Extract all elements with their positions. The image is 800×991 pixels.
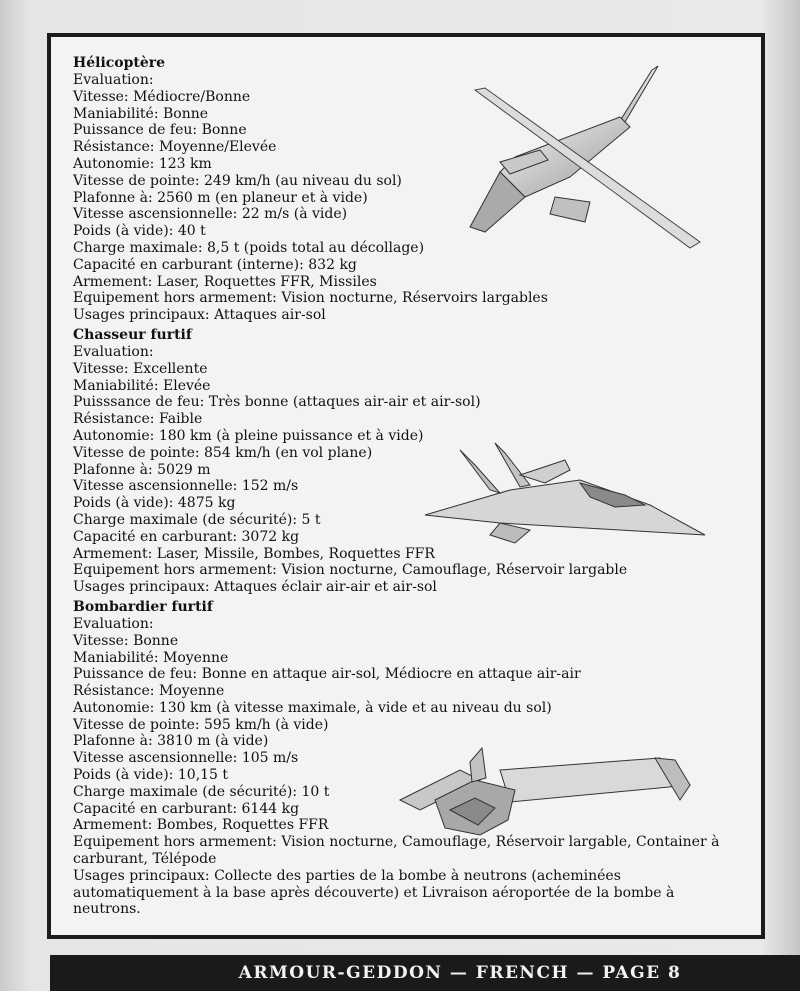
page-footer [50,955,800,991]
spec-line: Vitesse ascensionnelle: 152 m/s [73,478,299,495]
section-title: Hélicoptère [73,55,166,71]
spec-line: Poids (à vide): 4875 kg [73,495,236,512]
section-stealth-bomber [73,599,753,918]
footer-text: ARMOUR-GEDDON — FRENCH — PAGE 8 [238,963,682,983]
spec-line: Evaluation: [73,343,154,360]
spec-line: Vitesse de pointe: 249 km/h (au niveau du sol) [73,172,402,189]
spec-line: Résistance: Moyenne/Elevée [73,139,277,156]
spec-line: Vitesse de pointe: 854 km/h (en vol plane) [73,444,373,461]
spec-line: Armement: Laser, Roquettes FFR, Missiles [73,273,377,290]
spec-line: Maniabilité: Bonne [73,105,209,122]
section-stealth-fighter [73,327,753,596]
spec-line: Autonomie: 130 km (à vitesse maximale, à vide et au niveau du sol) [73,699,552,716]
spec-line: Evaluation: [73,72,154,88]
spec-line: Capacité en carburant (interne): 832 kg [73,256,357,273]
spec-line: Charge maximale (de sécurité): 5 t [73,511,321,528]
spec-line: Equipement hors armement: Vision nocturne, Camouflage, Réservoir largable, Container à carburant, Télépode [73,834,720,868]
spec-line: Capacité en carburant: 6144 kg [73,800,300,817]
spec-line: Usages principaux: Collecte des parties de la bombe à neutrons (acheminées automatiquement à la base après découverte) et Livraison aéroportée de la bombe à neutrons. [73,867,675,918]
spec-line: Evaluation: [73,615,154,632]
spec-line: Résistance: Faible [73,411,203,428]
spec-line: Armement: Laser, Missile, Bombes, Roquettes FFR [73,545,435,562]
spec-line: Vitesse: Excellente [73,360,208,377]
specs-content [73,55,753,918]
spec-line: Usages principaux: Attaques éclair air-air et air-sol [73,579,437,596]
spec-line: Vitesse: Médiocre/Bonne [73,88,251,105]
spec-line: Maniabilité: Elevée [73,377,211,394]
spec-line: Vitesse ascensionnelle: 105 m/s [73,750,299,767]
spec-line: Charge maximale: 8,5 t (poids total au décollage) [73,239,425,256]
spec-line: Autonomie: 180 km (à pleine puissance et à vide) [73,427,424,444]
spec-line: Armement: Bombes, Roquettes FFR [73,817,329,834]
section-title: Chasseur furtif [73,326,192,343]
spec-line: Poids (à vide): 40 t [73,223,206,240]
spec-line: Autonomie: 123 km [73,155,212,172]
spec-line: Charge maximale (de sécurité): 10 t [73,783,330,800]
spec-line: Capacité en carburant: 3072 kg [73,528,300,545]
spec-line: Puissance de feu: Bonne [73,122,247,139]
spec-line: Plafonne à: 3810 m (à vide) [73,733,269,750]
spec-line: Equipement hors armement: Vision nocturne, Camouflage, Réservoir largable [73,562,628,579]
spec-line: Vitesse ascensionnelle: 22 m/s (à vide) [73,206,348,223]
section-helicopter [73,55,753,324]
spec-line: Puissance de feu: Bonne en attaque air-sol, Médiocre en attaque air-air [73,666,581,683]
spec-line: Plafonne à: 2560 m (en planeur et à vide) [73,189,368,206]
spec-line: Plafonne à: 5029 m [73,461,211,478]
spec-line: Résistance: Moyenne [73,683,225,700]
section-title: Bombardier furtif [73,598,213,615]
spec-line: Puisssance de feu: Très bonne (attaques air-air et air-sol) [73,394,481,411]
spec-line: Equipement hors armement: Vision nocturne, Réservoirs largables [73,290,548,307]
spec-line: Vitesse de pointe: 595 km/h (à vide) [73,716,329,733]
spec-line: Vitesse: Bonne [73,632,179,649]
spec-line: Poids (à vide): 10,15 t [73,767,229,784]
spec-line: Usages principaux: Attaques air-sol [73,307,326,324]
spec-line: Maniabilité: Moyenne [73,649,229,666]
